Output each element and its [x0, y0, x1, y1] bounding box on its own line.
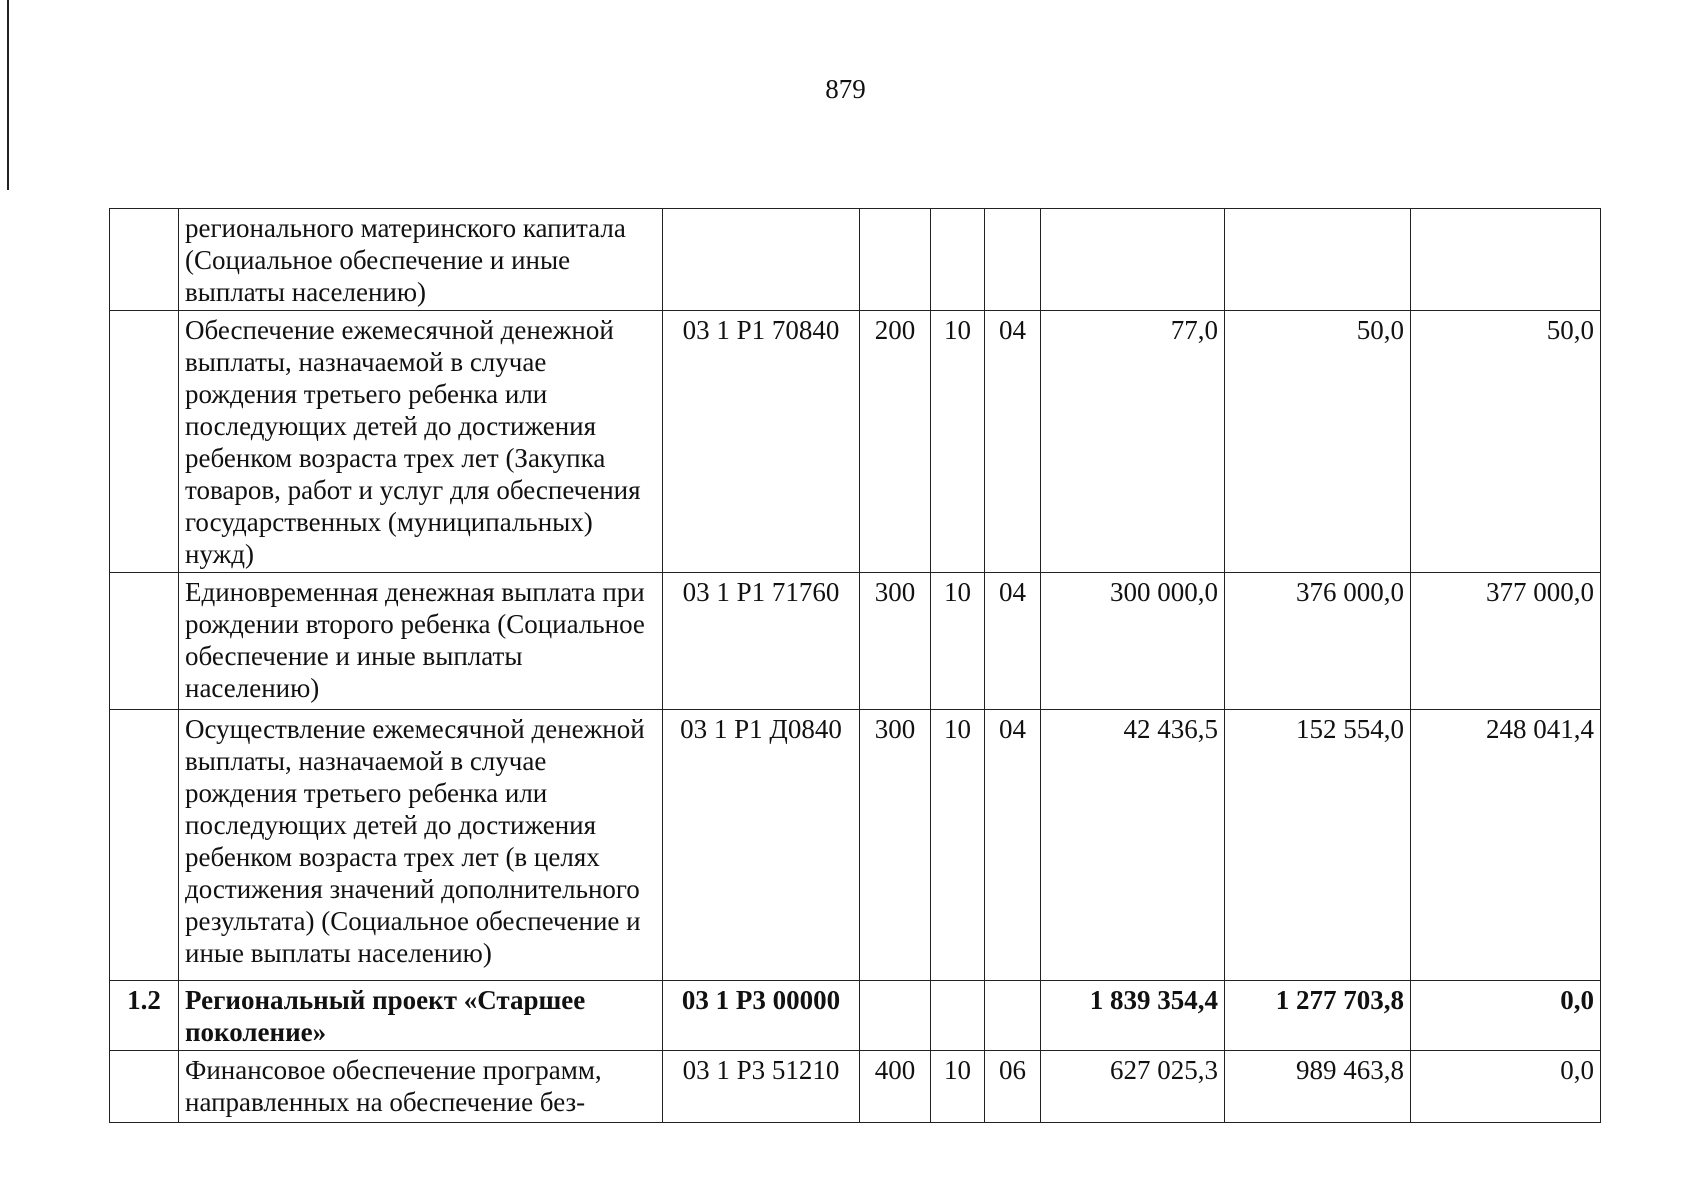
page-number: 879: [825, 74, 866, 104]
amount-year-2: 376 000,0: [1225, 573, 1411, 710]
target-article-code: 03 1 Р1 Д0840: [663, 710, 860, 981]
expense-type-code: 400: [860, 1051, 931, 1123]
row-description: Осуществление ежемесячной денежной выплаты, назначаемой в случае рождения третьего ребенка или последующих детей до достижения ребенком возраста трех лет (в целях достижения значений дополнительного результата) (Социальное обеспечение и иные выплаты населению): [179, 710, 663, 981]
amount-year-2: [1225, 209, 1411, 311]
row-description: Обеспечение ежемесячной денежной выплаты, назначаемой в случае рождения третьего ребенка или последующих детей до достижения ребенком возраста трех лет (Закупка товаров, работ и услуг для обеспечения государственных (муниципальных) нужд): [179, 311, 663, 573]
section-code: [931, 209, 985, 311]
target-article-code: 03 1 Р3 00000: [663, 981, 860, 1051]
amount-year-2: 152 554,0: [1225, 710, 1411, 981]
budget-table: [109, 208, 1601, 1123]
subsection-code: 04: [985, 710, 1041, 981]
section-code: 10: [931, 311, 985, 573]
table-row: [110, 311, 1601, 573]
target-article-code: [663, 209, 860, 311]
row-number: [110, 710, 179, 981]
amount-year-1: 300 000,0: [1041, 573, 1225, 710]
subsection-code: 06: [985, 1051, 1041, 1123]
row-description: Региональный проект «Старшее поколение»: [179, 981, 663, 1051]
amount-year-3: 248 041,4: [1411, 710, 1601, 981]
amount-year-2: 1 277 703,8: [1225, 981, 1411, 1051]
target-article-code: 03 1 Р1 71760: [663, 573, 860, 710]
amount-year-1: 1 839 354,4: [1041, 981, 1225, 1051]
amount-year-2: 50,0: [1225, 311, 1411, 573]
row-number: [110, 573, 179, 710]
section-code: [931, 981, 985, 1051]
amount-year-1: 77,0: [1041, 311, 1225, 573]
amount-year-3: 50,0: [1411, 311, 1601, 573]
table-row: [110, 1051, 1601, 1123]
amount-year-3: 0,0: [1411, 1051, 1601, 1123]
target-article-code: 03 1 Р3 51210: [663, 1051, 860, 1123]
amount-year-3: [1411, 209, 1601, 311]
row-number: 1.2: [110, 981, 179, 1051]
row-description: регионального материнского капитала (Социальное обеспечение и иные выплаты населению): [179, 209, 663, 311]
expense-type-code: [860, 209, 931, 311]
expense-type-code: 200: [860, 311, 931, 573]
subsection-code: [985, 209, 1041, 311]
table-row-section-header: [110, 981, 1601, 1051]
amount-year-1: 627 025,3: [1041, 1051, 1225, 1123]
subsection-code: [985, 981, 1041, 1051]
table-row: [110, 209, 1601, 311]
table-row: [110, 573, 1601, 710]
subsection-code: 04: [985, 573, 1041, 710]
amount-year-1: [1041, 209, 1225, 311]
expense-type-code: 300: [860, 573, 931, 710]
amount-year-1: 42 436,5: [1041, 710, 1225, 981]
expense-type-code: [860, 981, 931, 1051]
row-number: [110, 311, 179, 573]
section-code: 10: [931, 1051, 985, 1123]
amount-year-3: 0,0: [1411, 981, 1601, 1051]
row-description: Единовременная денежная выплата при рождении второго ребенка (Социальное обеспечение и иные выплаты населению): [179, 573, 663, 710]
row-number: [110, 209, 179, 311]
target-article-code: 03 1 Р1 70840: [663, 311, 860, 573]
amount-year-2: 989 463,8: [1225, 1051, 1411, 1123]
row-description: Финансовое обеспечение программ, направленных на обеспечение без-: [179, 1051, 663, 1123]
row-number: [110, 1051, 179, 1123]
expense-type-code: 300: [860, 710, 931, 981]
section-code: 10: [931, 573, 985, 710]
subsection-code: 04: [985, 311, 1041, 573]
section-code: 10: [931, 710, 985, 981]
amount-year-3: 377 000,0: [1411, 573, 1601, 710]
table-row: [110, 710, 1601, 981]
